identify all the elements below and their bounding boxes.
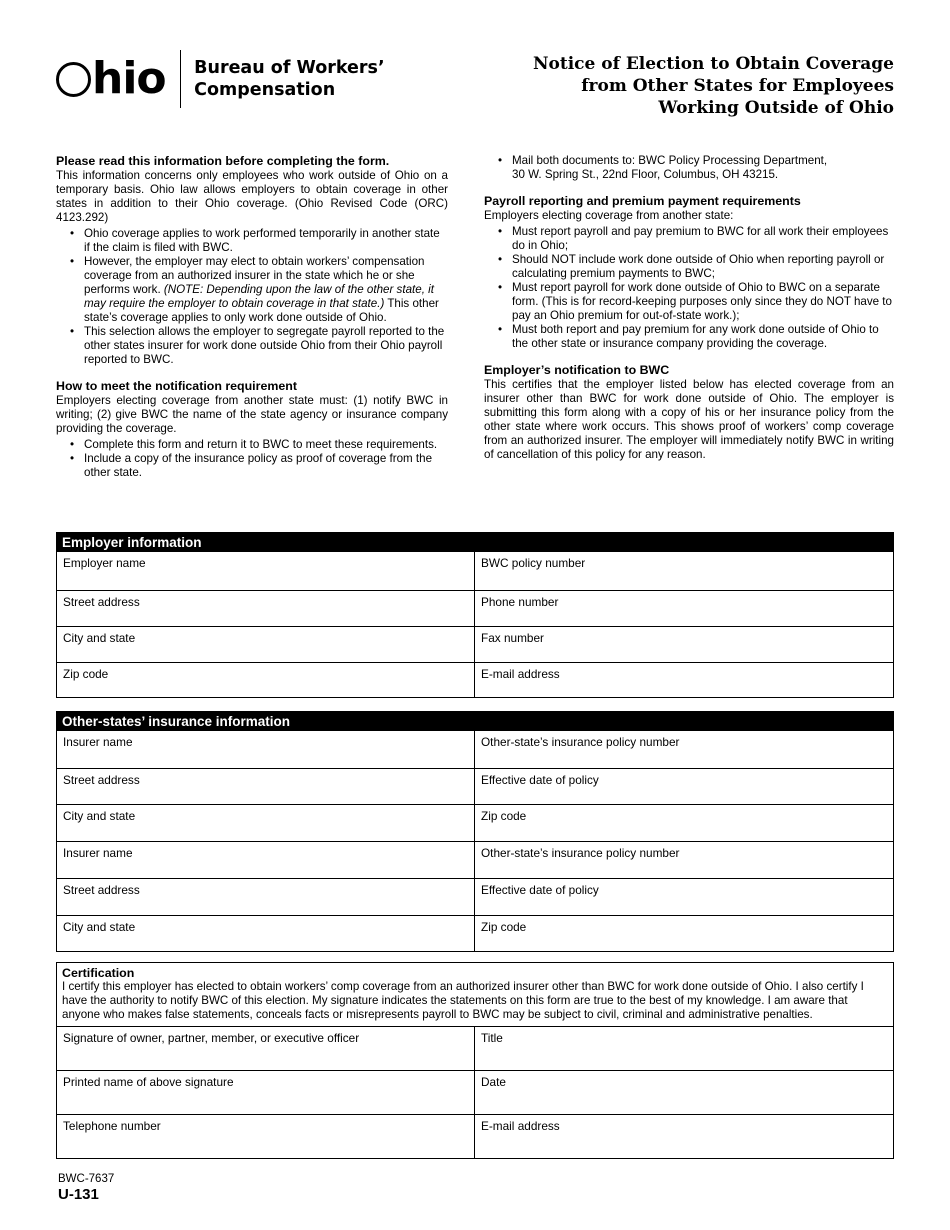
insurer-street-address-field-1[interactable]: Street address bbox=[57, 769, 475, 804]
form-number: U-131 bbox=[58, 1186, 99, 1203]
list-item: • Must both report and pay premium for any work done outside of Ohio to the other state or insurance company providing the coverage. bbox=[484, 323, 894, 351]
list-item: • Must report payroll and pay premium to BWC for all work their employees do in Ohio; bbox=[484, 225, 894, 253]
bureau-line-2: Compensation bbox=[194, 80, 336, 100]
form-row bbox=[57, 1026, 893, 1070]
form-row bbox=[57, 878, 893, 915]
form-row bbox=[57, 662, 893, 697]
list-item bbox=[56, 255, 448, 325]
insurer-zip-field-2[interactable]: Zip code bbox=[481, 920, 527, 934]
list-item: • Ohio coverage applies to work performed temporarily in another state if the claim is filed with BWC. bbox=[56, 227, 448, 255]
title-line-3: Working Outside of Ohio bbox=[658, 98, 894, 118]
bullet-text: However, the employer may elect to obtain workers’ compensation coverage from an authorized insurer in the state which he or she performs work. bbox=[84, 255, 425, 296]
bureau-name bbox=[194, 57, 384, 101]
payroll-heading: Payroll reporting and premium payment requirements bbox=[484, 194, 801, 208]
section-header: Other-states’ insurance information bbox=[57, 712, 893, 731]
employer-information-section bbox=[56, 532, 894, 698]
date-field[interactable]: Date bbox=[481, 1075, 506, 1089]
employer-city-state-field[interactable]: City and state bbox=[57, 627, 475, 662]
mail-line-1: • Mail both documents to: BWC Policy Processing Department, bbox=[512, 154, 828, 167]
form-row bbox=[57, 626, 893, 662]
certifier-email-field[interactable]: E-mail address bbox=[481, 1119, 560, 1133]
insurer-zip-field-1[interactable]: Zip code bbox=[481, 809, 527, 823]
ohio-logo-o-icon bbox=[56, 62, 91, 97]
ohio-logo-wordmark bbox=[56, 53, 166, 104]
insurer-city-state-field-2[interactable]: City and state bbox=[57, 916, 475, 951]
form-row bbox=[57, 915, 893, 951]
employer-phone-field[interactable]: Phone number bbox=[481, 595, 559, 609]
document-title bbox=[454, 53, 894, 119]
effective-date-field-1[interactable]: Effective date of policy bbox=[481, 773, 599, 787]
form-row bbox=[57, 804, 893, 841]
employer-notification-paragraph: This certifies that the employer listed below has elected coverage from an insurer other than BWC for work done outside of Ohio. The employer is submitting this form along with a copy of his or her insurance policy from the other state where work occurs. This shows proof of workers’ comp coverage from an authorized insurer. The employer will immediately notify BWC in writing of cancellation of this policy for any reason. bbox=[484, 378, 894, 461]
section-header: Employer information bbox=[57, 533, 893, 552]
printed-name-field[interactable]: Printed name of above signature bbox=[57, 1071, 475, 1114]
certification-text: I certify this employer has elected to obtain workers’ comp coverage from an authorized insurer other than BWC for work done outside of Ohio. I also certify I have the authority to notify BWC of this election. My signature indicates the statements on this form are true to the best of my knowledge. I am aware that anyone who makes false statements, conceals facts or misrepresents payroll to BWC may be subject to civil, criminal and administrative penalties. bbox=[62, 980, 864, 1021]
employer-notification-heading: Employer’s notification to BWC bbox=[484, 363, 670, 377]
insurer-name-field-2[interactable]: Insurer name bbox=[57, 842, 475, 878]
certification-title: Certification bbox=[62, 966, 135, 980]
bwc-policy-number-field[interactable]: BWC policy number bbox=[481, 556, 586, 570]
employer-email-field[interactable]: E-mail address bbox=[481, 667, 560, 681]
form-row bbox=[57, 1070, 893, 1114]
effective-date-field-2[interactable]: Effective date of policy bbox=[481, 883, 599, 897]
telephone-field[interactable]: Telephone number bbox=[57, 1115, 475, 1158]
instructions-right-column bbox=[484, 154, 894, 462]
form-code: BWC-7637 bbox=[58, 1173, 115, 1185]
form-row bbox=[57, 552, 893, 590]
mail-line-2: 30 W. Spring St., 22nd Floor, Columbus, OH 43215. bbox=[512, 168, 779, 181]
logo-divider bbox=[180, 50, 182, 108]
form-row bbox=[57, 841, 893, 878]
list-item: • Should NOT include work done outside of Ohio when reporting payroll or calculating premium payments to BWC; bbox=[484, 253, 894, 281]
employer-fax-field[interactable]: Fax number bbox=[481, 631, 544, 645]
ohio-bwc-logo bbox=[56, 50, 385, 108]
employer-name-field[interactable]: Employer name bbox=[57, 552, 475, 590]
read-info-heading: Please read this information before completing the form. bbox=[56, 154, 390, 168]
insurer-name-field-1[interactable]: Insurer name bbox=[57, 731, 475, 768]
notification-paragraph: Employers electing coverage from another state must: (1) notify BWC in writing; (2) give BWC the name of the state agency or insurance company providing the coverage. bbox=[56, 394, 448, 435]
form-row bbox=[57, 768, 893, 804]
title-line-2: from Other States for Employees bbox=[581, 76, 894, 96]
instructions-left-column bbox=[56, 154, 448, 480]
list-item bbox=[484, 154, 894, 182]
title-field[interactable]: Title bbox=[481, 1031, 503, 1045]
list-item: • Complete this form and return it to BWC to meet these requirements. bbox=[56, 438, 448, 452]
insurance-policy-number-field-1[interactable]: Other-state’s insurance policy number bbox=[481, 735, 680, 749]
insurer-city-state-field-1[interactable]: City and state bbox=[57, 805, 475, 841]
insurance-policy-number-field-2[interactable]: Other-state’s insurance policy number bbox=[481, 846, 680, 860]
payroll-intro: Employers electing coverage from another state: bbox=[484, 209, 734, 222]
read-info-paragraph: This information concerns only employees who work outside of Ohio on a temporary basis. Ohio law allows employers to obtain coverage in other states in addition to their Ohio coverage. (Ohio Revised Code (ORC) 4123.292) bbox=[56, 169, 448, 224]
notification-bullets bbox=[56, 438, 448, 480]
employer-zip-field[interactable]: Zip code bbox=[57, 663, 475, 697]
form-row bbox=[57, 1114, 893, 1158]
title-line-1: Notice of Election to Obtain Coverage bbox=[532, 54, 894, 74]
signature-field[interactable]: Signature of owner, partner, member, or executive officer bbox=[57, 1027, 475, 1070]
employer-street-address-field[interactable]: Street address bbox=[57, 591, 475, 626]
certification-section bbox=[56, 962, 894, 1159]
list-item: • This selection allows the employer to segregate payroll reported to the other states insurer for work done outside Ohio from their Ohio payroll reported to BWC. bbox=[56, 325, 448, 367]
payroll-bullets bbox=[484, 225, 894, 351]
form-row bbox=[57, 590, 893, 626]
list-item: • Include a copy of the insurance policy as proof of coverage from the other state. bbox=[56, 452, 448, 480]
bullet-text: This other state’s coverage applies to only work done outside of Ohio. bbox=[84, 297, 439, 324]
ohio-logo-letters: hio bbox=[92, 53, 166, 104]
list-item: • Must report payroll for work done outside of Ohio to BWC on a separate form. (This is for record-keeping purposes only since they do NOT have to pay an Ohio premium for out-of-state work.); bbox=[484, 281, 894, 323]
notification-heading: How to meet the notification requirement bbox=[56, 379, 297, 393]
insurer-street-address-field-2[interactable]: Street address bbox=[57, 879, 475, 915]
certification-statement bbox=[57, 963, 893, 1026]
bullet-note: (NOTE: Depending upon the law of the other state, it may require the employer to obtain coverage in that state.) bbox=[84, 283, 434, 310]
mail-bullets bbox=[484, 154, 894, 182]
bureau-line-1: Bureau of Workers’ bbox=[194, 58, 385, 78]
ohio-coverage-bullets bbox=[56, 227, 448, 367]
form-row bbox=[57, 731, 893, 768]
insurance-information-section bbox=[56, 711, 894, 952]
